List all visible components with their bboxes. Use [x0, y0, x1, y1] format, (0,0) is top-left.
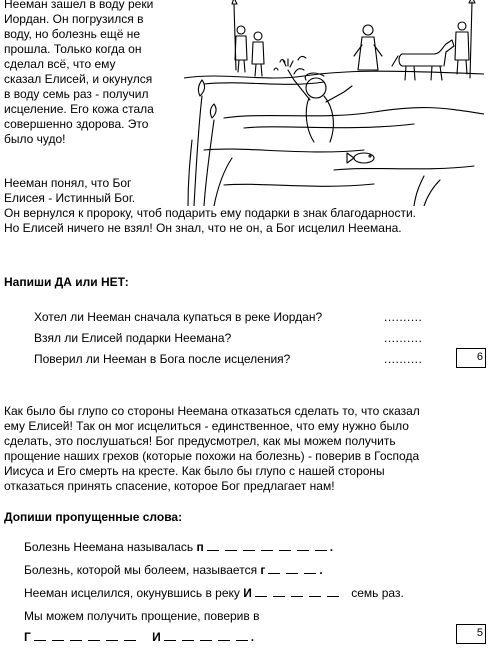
period: .: [319, 563, 323, 577]
letter-blank[interactable]: [218, 631, 230, 641]
score-number: 6: [476, 351, 483, 363]
score-box[interactable]: [456, 624, 486, 644]
fill-in-text: Нееман исцелился, окунувшись в реку: [24, 586, 240, 600]
letter-blank[interactable]: [106, 631, 118, 641]
first-letter: И: [152, 630, 161, 644]
reflection-line: Иисуса и Его смерть на кресте. Как было бы глупо с нашей стороны: [4, 464, 385, 478]
answer-dots[interactable]: ..........: [384, 310, 423, 324]
letter-blank[interactable]: [297, 541, 309, 551]
story-line: воду, но болезнь ещё не: [4, 27, 141, 41]
letter-blank[interactable]: [309, 587, 321, 597]
story-line: Нееман зашел в воду реки: [4, 0, 154, 11]
fill-in-line-3: [24, 586, 404, 600]
fill-in-line-2: [24, 563, 323, 577]
letter-blank[interactable]: [273, 587, 285, 597]
fill-in-text-end: семь раз.: [351, 586, 404, 600]
story-line: было чудо!: [4, 132, 66, 146]
story-line: Иордан. Он погрузился в: [4, 12, 144, 26]
story-line: совершенно здорова. Это: [4, 117, 149, 131]
story-line: прошла. Только когда он: [4, 42, 142, 56]
reflection-line: ему Елисей! Так он мог исцелиться - единственное, что ему нужно было: [4, 419, 409, 433]
first-letter: п: [196, 540, 204, 554]
story-line: Нееман понял, что Бог: [4, 176, 132, 190]
answer-dots[interactable]: ..........: [384, 331, 423, 345]
letter-blank[interactable]: [52, 631, 64, 641]
yes-no-question: Хотел ли Нееман сначала купаться в реке Иордан?: [34, 310, 323, 324]
reflection-line: Как было бы глупо со стороны Неемана отказаться сделать то, что сказал: [4, 404, 420, 418]
answer-dots[interactable]: ..........: [384, 352, 423, 366]
letter-blank[interactable]: [261, 541, 273, 551]
fill-in-line-1: [24, 540, 333, 554]
letter-blank[interactable]: [268, 564, 280, 574]
river-scene-illustration: [184, 0, 484, 206]
score-number: 5: [476, 627, 483, 639]
first-letter: г: [260, 563, 266, 577]
letter-blank[interactable]: [279, 541, 291, 551]
fill-in-line-4: Мы можем получить прощение, поверив в: [24, 609, 260, 623]
letter-blank[interactable]: [164, 631, 176, 641]
first-letter: И: [243, 586, 252, 600]
letter-blank[interactable]: [236, 631, 248, 641]
letter-blank[interactable]: [124, 631, 136, 641]
score-box[interactable]: [456, 348, 486, 368]
story-line: сделал всё, что ему: [4, 57, 116, 71]
story-line: Он вернулся к пророку, чтоб подарить ему подарки в знак благодарности.: [4, 206, 416, 220]
letter-blank[interactable]: [70, 631, 82, 641]
letter-blank[interactable]: [286, 564, 298, 574]
story-line: Елисея - Истинный Бог.: [4, 191, 136, 205]
fill-in-text: Болезнь Неемана называлась: [24, 540, 194, 554]
letter-blank[interactable]: [225, 541, 237, 551]
story-line: Но Елисей ничего не взял! Он знал, что не он, а Бог исцелил Неемана.: [4, 221, 402, 235]
letter-blank[interactable]: [255, 587, 267, 597]
letter-blank[interactable]: [315, 541, 327, 551]
first-letter: Г: [24, 630, 31, 644]
fill-in-heading: Допиши пропущенные слова:: [4, 510, 183, 524]
story-line: сказал Елисей, и окунулся: [4, 72, 153, 86]
letter-blank[interactable]: [200, 631, 212, 641]
letter-blank[interactable]: [291, 587, 303, 597]
letter-blank[interactable]: [327, 587, 339, 597]
letter-blank[interactable]: [182, 631, 194, 641]
letter-blank[interactable]: [243, 541, 255, 551]
letter-blank[interactable]: [34, 631, 46, 641]
reflection-line: сделать, это послушаться! Бог предусмотрел, как мы можем получить: [4, 434, 396, 448]
story-line: в воду семь раз - получил: [4, 87, 149, 101]
yes-no-question: Поверил ли Нееман в Бога после исцеления?: [34, 352, 291, 366]
letter-blank[interactable]: [304, 564, 316, 574]
letter-blank[interactable]: [207, 541, 219, 551]
story-line: исцеление. Его кожа стала: [4, 102, 154, 116]
fill-in-text: Болезнь, которой мы болеем, называется: [24, 563, 258, 577]
fill-in-line-5: [24, 630, 254, 644]
yes-no-question: Взял ли Елисей подарки Неемана?: [34, 331, 232, 345]
yes-no-heading: Напиши ДА или НЕТ:: [4, 275, 129, 289]
reflection-line: прощение наших грехов (которые похожи на болезнь) - поверив в Господа: [4, 449, 420, 463]
letter-blank[interactable]: [88, 631, 100, 641]
period: .: [329, 540, 334, 554]
period: .: [250, 630, 255, 644]
reflection-line: отказаться принять спасение, которое Бог предлагает нам!: [4, 479, 335, 493]
